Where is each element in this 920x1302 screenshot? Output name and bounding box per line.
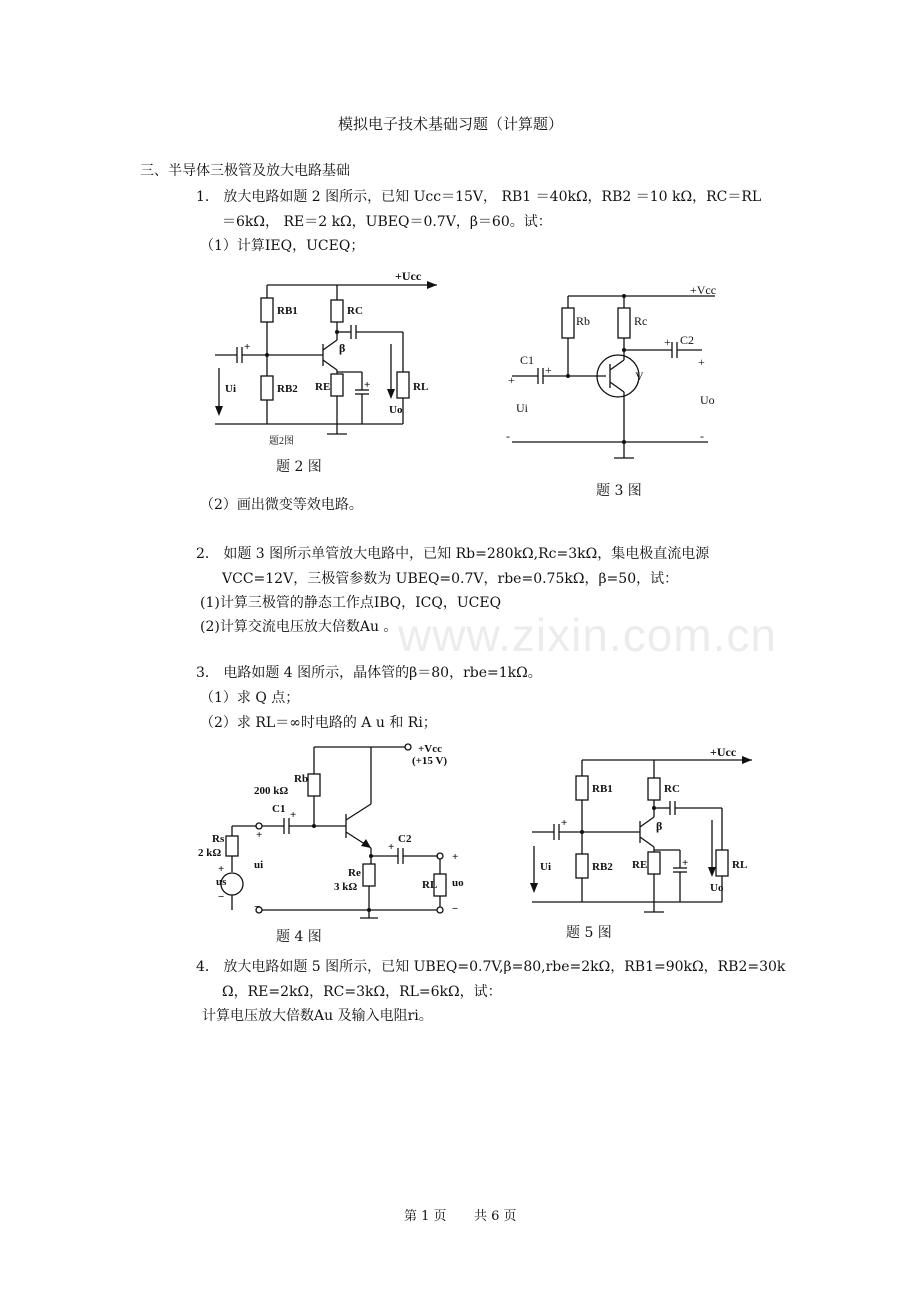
svg-text:+: + <box>290 809 297 821</box>
svg-text:+: + <box>218 863 225 875</box>
svg-text:+: + <box>388 841 395 853</box>
fig3-c2-label: C2 <box>680 333 695 347</box>
fig2-beta-label: β <box>339 341 346 355</box>
page-title: 模拟电子技术基础习题（计算题） <box>338 115 564 133</box>
fig4-uo-label: uo <box>452 877 464 889</box>
fig4-re-resistor <box>363 864 375 886</box>
svg-text:+: + <box>664 335 671 349</box>
fig4-rb-label: Rb <box>294 773 309 785</box>
section-heading: 三、半导体三极管及放大电路基础 <box>140 163 350 179</box>
fig3-v-label: V <box>635 369 644 383</box>
fig2-uo-label: Uo <box>389 404 403 416</box>
fig2-re-resistor <box>331 374 343 396</box>
caption-fig-2: 题 2 图 <box>276 459 322 475</box>
svg-text:+: + <box>364 379 371 391</box>
fig5-rb2-label: RB2 <box>592 861 613 873</box>
problem-1-question-1: （1）计算IEQ，UCEQ； <box>200 238 365 254</box>
fig5-rb1-label: RB1 <box>592 783 613 795</box>
fig5-ucc-label: +Ucc <box>710 745 737 759</box>
fig5-rb2-resistor <box>576 854 588 878</box>
problem-2-question-1: (1)计算三极管的静态工作点IBQ，ICQ，UCEQ <box>200 595 502 611</box>
fig5-rl-label: RL <box>732 859 748 871</box>
fig2-rc-label: RC <box>347 305 363 317</box>
fig4-vcc-value: (+15 V) <box>412 755 448 767</box>
fig3-rb-resistor <box>562 308 574 338</box>
svg-text:+: + <box>244 341 251 353</box>
svg-text:+: + <box>698 355 705 369</box>
fig4-ui-label: ui <box>254 859 264 871</box>
figure-2-circuit <box>205 268 430 447</box>
problem-4-line-1: 4． 放大电路如题 5 图所示，已知 UBEQ=0.7V,β=80,rbe=2kΩ，RB1=90kΩ，RB2=30k <box>196 959 786 975</box>
fig4-c1-label: C1 <box>272 803 286 815</box>
svg-text:−: − <box>254 901 261 913</box>
fig4-re-label: Re <box>348 867 361 879</box>
fig2-stamp: 题2图 <box>269 436 294 447</box>
fig4-rs-label: Rs <box>212 833 225 845</box>
figure-5-circuit <box>524 742 749 922</box>
fig4-re-value: 3 kΩ <box>334 881 358 893</box>
fig5-uo-label: Uo <box>710 882 724 894</box>
fig4-rb-resistor <box>308 774 320 796</box>
svg-text:+: + <box>682 857 689 869</box>
svg-text:−: − <box>452 903 459 915</box>
fig2-rl-label: RL <box>413 381 429 393</box>
fig5-rb1-resistor <box>576 776 588 800</box>
fig2-ui-label: Ui <box>225 383 236 395</box>
fig3-vcc-label: +Vcc <box>690 283 717 297</box>
fig3-rb-label: Rb <box>576 314 591 328</box>
svg-text:+: + <box>561 817 568 829</box>
problem-4-line-3: 计算电压放大倍数Au 及输入电阻ri。 <box>202 1008 433 1024</box>
fig4-rl-label: RL <box>422 879 438 891</box>
caption-fig-3: 题 3 图 <box>596 483 642 499</box>
caption-fig-5: 题 5 图 <box>566 925 612 941</box>
fig2-rb2-label: RB2 <box>277 383 298 395</box>
fig4-rs-value: 2 kΩ <box>198 847 222 859</box>
fig3-rc-resistor <box>618 308 630 338</box>
svg-text:+: + <box>256 829 263 841</box>
fig5-ui-label: Ui <box>540 861 551 873</box>
fig2-re-label: RE <box>315 381 331 393</box>
fig2-rb1-resistor <box>261 298 273 322</box>
problem-2-question-2: (2)计算交流电压放大倍数Au 。 <box>200 619 398 635</box>
fig4-vcc-label: +Vcc <box>418 743 442 755</box>
fig3-rc-label: Rc <box>634 314 648 328</box>
fig5-re-resistor <box>648 852 660 874</box>
problem-1-question-2: （2）画出微变等效电路。 <box>200 497 363 513</box>
footer-page-number: 第 1 页 <box>404 1209 447 1224</box>
svg-text:+: + <box>545 363 552 377</box>
problem-1-line-2: ＝6kΩ， RE＝2 kΩ，UBEQ＝0.7V，β＝60。试： <box>222 214 552 230</box>
problem-3-question-1: （1）求 Q 点； <box>200 690 300 706</box>
problem-3-line-1: 3． 电路如题 4 图所示，晶体管的β＝80，rbe=1kΩ。 <box>196 665 542 681</box>
svg-text:-: - <box>700 429 704 443</box>
problem-2-line-2: VCC=12V，三极管参数为 UBEQ=0.7V，rbe=0.75kΩ，β=50，试： <box>222 571 679 587</box>
fig4-rb-value: 200 kΩ <box>254 785 289 797</box>
problem-4-line-2: Ω，RE=2kΩ，RC=3kΩ，RL=6kΩ，试： <box>222 984 502 1000</box>
problem-3-question-2: （2）求 RL＝∞时电路的 A u 和 Ri； <box>200 715 437 731</box>
watermark: www.zixin.com.cn <box>398 609 777 661</box>
fig2-rb1-label: RB1 <box>277 305 298 317</box>
svg-text:+: + <box>452 851 459 863</box>
fig3-c1-label: C1 <box>520 353 535 367</box>
fig4-c2-label: C2 <box>398 833 412 845</box>
problem-2-line-1: 2． 如题 3 图所示单管放大电路中，已知 Rb=280kΩ,Rc=3kΩ，集电极直流电源 <box>196 546 710 562</box>
fig5-beta-label: β <box>656 819 663 833</box>
caption-fig-4: 题 4 图 <box>276 929 322 945</box>
fig2-ucc-label: +Ucc <box>395 269 422 283</box>
svg-text:+: + <box>508 373 515 387</box>
svg-text:−: − <box>218 891 225 903</box>
fig2-rc-resistor <box>331 300 343 322</box>
fig4-rs-resistor <box>226 836 238 856</box>
figure-3-circuit <box>500 280 740 465</box>
fig5-rc-label: RC <box>664 783 680 795</box>
fig4-us-label: us <box>216 876 227 888</box>
footer-total-pages: 共 6 页 <box>474 1209 517 1224</box>
fig2-rb2-resistor <box>261 376 273 400</box>
fig3-ui-label: Ui <box>516 401 528 415</box>
svg-text:-: - <box>506 429 510 443</box>
fig2-rl-resistor <box>397 372 409 398</box>
fig5-rc-resistor <box>648 778 660 800</box>
problem-1-line-1: 1． 放大电路如题 2 图所示，已知 Ucc＝15V， RB1 ＝40kΩ，RB2 ＝10 kΩ，RC＝RL <box>196 189 762 205</box>
fig5-rl-resistor <box>716 850 728 876</box>
fig3-uo-label: Uo <box>700 393 715 407</box>
fig5-re-label: RE <box>632 859 648 871</box>
figure-4-circuit <box>196 738 471 923</box>
